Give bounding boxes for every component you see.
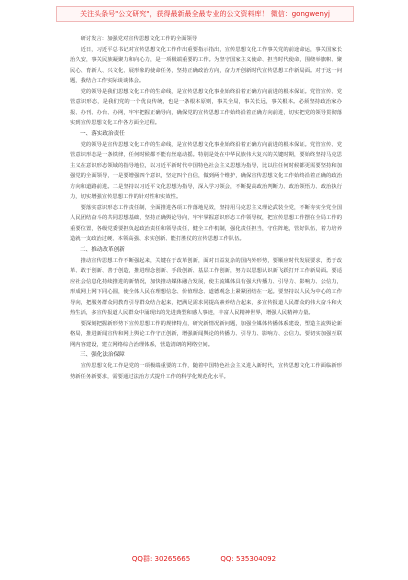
qq-label: QQ: 535304092 [220, 555, 277, 563]
section-heading: 二、推动改革创新 [80, 246, 125, 253]
document-body [70, 34, 342, 382]
intro-paragraph: 党的领导是我们思想文化工作的生命线，是宣传思想文化事业始终沿着正确方向前进的根本保证。党管宣传、党管意识形态，是我们党的一个优良传统，也是一条根本原则，事关全局，事关长远，事关根本。必须坚持政治家办报、办刊、办台、办网，牢牢把握正确导向，确保党的宣传思想工作始终沿着正确方向前进，切实把党的领导贯彻落实到宣传思想文化工作各方面全过程。 [70, 88, 342, 126]
section-heading: 一、落实政治责任 [80, 130, 125, 137]
contact-footer [0, 554, 408, 564]
intro-paragraph: 近日，习近平总书记对宣传思想文化工作作出重要指示指出，宣传思想文化工作事关党的前途命运，事关国家长治久安，事关民族凝聚力和向心力，是一项极端重要的工作。为坚守国家主义使命、担当时代使命，围绕举旗帜、聚民心、育新人、兴文化、展形象的使命任务，坚持正确政治方向，奋力开创新时代宣传思想工作新局面。对于这一问题，我结合工作实际谈谈体会。 [70, 46, 342, 84]
document-title: 研讨发言：加强党对宣传思想文化工作的全面领导 [80, 36, 198, 42]
section-paragraph: 宣传思想文化工作是党的一项极端重要的工作，随着中国特色社会主义进入新时代，宣传思想文化工作面临新形势新任务新要求，需要通过法治方式提升工作的科学化规范化水平。 [70, 363, 342, 380]
section-paragraph: 推动宣传思想工作不断强起来，关键在于改革创新，面对日益复杂的国内外形势，要顺应时代发展要求，勇于改革、敢于创新、善于创造，推进理念创新、手段创新、基层工作创新，努力以思想认识新飞跃打开工作新局面。要适应社会信息化持续推进的新情况，加快推动媒体融合发展，使主流媒体具有强大传播力、引导力、影响力、公信力，形成网上网下同心圆，使全体人民在理想信念、价值理念、道德观念上紧紧团结在一起。要坚持以人民为中心的工作导向，把服务群众同教育引导群众结合起来，把满足需求同提高素养结合起来，多宣传报道人民群众的伟大奋斗和火热生活，多宣传报道人民群众中涌现出的先进典型和感人事迹，丰富人民精神世界，增强人民精神力量。 [70, 257, 342, 316]
section-paragraph: 要落实意识形态工作责任制，全面推进各项工作落地见效，坚持用马克思主义理论武装全党，不断夯实全党全国人民团结奋斗的共同思想基础，坚持正确舆论导向，牢牢掌握意识形态工作领导权，把宣传思想工作摆在全局工作的重要位置，各级党委要担负起政治责任和领导责任，健全工作机制，强化责任担当，守住阵地，管好队伍，着力培养造就一支政治过硬、本领高强、求实创新、能打胜仗的宣传思想工作队伍。 [70, 204, 342, 242]
section-paragraph: 要深刻把握新形势下宣传思想工作的规律特点，研究新情况新问题，加强全媒体传播体系建设，塑造主流舆论新格局，推进新闻宣传和网上舆论工作守正创新，增强新闻舆论的传播力、引导力、影响力、公信力。要切实加强互联网内容建设，建立网络综合治理体系，营造清朗的网络空间。 [70, 320, 342, 348]
section-heading: 三、强化法治保障 [80, 352, 125, 358]
section-paragraph: 党的领导是宣传思想文化工作的生命线，是宣传思想文化事业始终沿着正确方向前进的根本保证。党管宣传、党管意识形态是一条铁律，任何时候都不能有丝毫动摇。特别是处在中华民族伟大复兴的关键时期，要始终坚持马克思主义在意识形态领域的指导地位，以习近平新时代中国特色社会主义思想为指导，比以往任何时候都更需要坚持和加强党的全面领导，一是要增强四个意识，坚定四个自信，做到两个维护，确保宣传思想文化工作始终沿着正确的政治方向和道路前进。二是坚持以习近平文化思想为指导，深入学习领会，不断提高政治判断力、政治领悟力、政治执行力，切实增强宣传思想工作的针对性和实效性。 [70, 141, 342, 200]
promo-banner: 关注头条号"公文研究"，获得最新最全最专业的公文资料库！ 微信：gongwenyj [56, 6, 354, 22]
qq-group-label: QQ群: 30265665 [131, 555, 191, 563]
